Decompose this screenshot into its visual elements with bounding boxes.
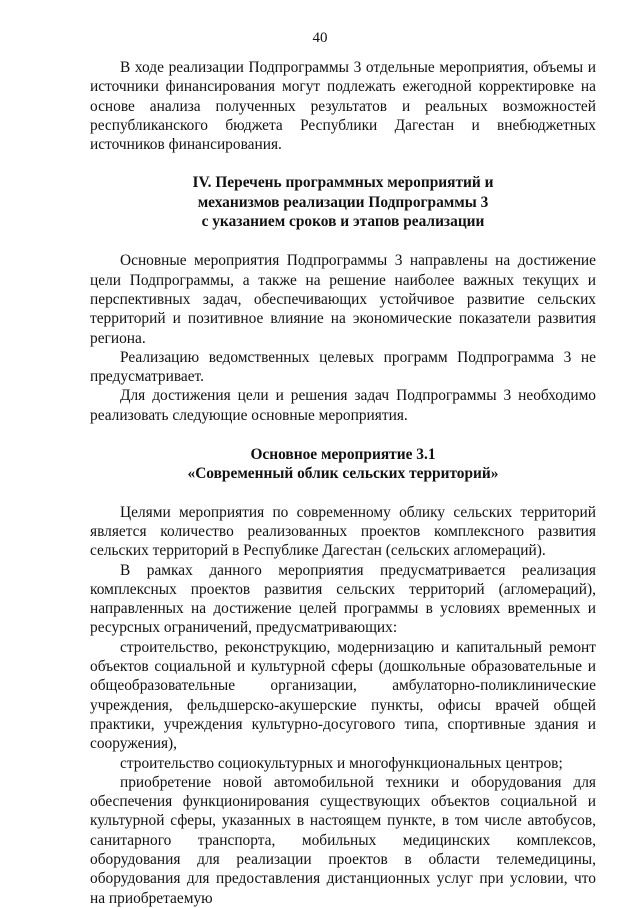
page-number: 40	[312, 30, 328, 46]
paragraph-measure-scope: В рамках данного мероприятия предусматривается реализация комплексных проектов развития сельских территорий (агломераций), направленных на достижение целей программы в условиях временных и ресурсных ограничений, предусматривающих:	[90, 561, 596, 637]
measure-3-1-heading	[90, 445, 596, 484]
paragraph-financing-adjustment: В ходе реализации Подпрограммы 3 отдельные мероприятия, объемы и источники финансирования могут подлежать ежегодной корректировке на основе анализа полученных результатов и реальных возможностей республиканского бюджета Республики Дагестан и внебюджетных источников финансирования.	[90, 59, 596, 154]
list-item-construction: строительство, реконструкцию, модернизацию и капитальный ремонт объектов социальной и культурной сферы (дошкольные образовательные и общеобразовательные организации, амбулаторно-поликлинические учреждения, фельдшерско-акушерские пункты, офисы врачей общей практики, учреждения культурно-досугового типа, спортивные здания и сооружения),	[90, 638, 596, 753]
paragraph-main-measures: Основные мероприятия Подпрограммы 3 направлены на достижение цели Подпрограммы, а также на решение наиболее важных текущих и перспективных задач, обеспечивающих устойчивое развитие сельских территорий и позитивное влияние на экономические показатели развития региона.	[90, 252, 596, 347]
list-item-equipment-purchase: приобретение новой автомобильной техники и оборудования для обеспечения функционирования существующих объектов социальной и культурной сферы, указанных в настоящем пункте, в том числе автобусов, санитарного транспорта, мобильных медицинских комплексов, оборудования для реализации проектов в области телемедицины, оборудования для предоставления дистанционных услуг при условии, что на приобретаемую	[90, 773, 596, 907]
paragraph-measure-goals: Целями мероприятия по современному облику сельских территорий является количество реализованных проектов комплексного развития сельских территорий в Республике Дагестан (сельских агломераций).	[90, 503, 596, 560]
section-iv-heading-line-3: с указанием сроков и этапов реализации	[201, 213, 485, 231]
paragraph-departmental-programs: Реализацию ведомственных целевых программ Подпрограмма 3 не предусматривает.	[90, 348, 596, 386]
list-item-cultural-centers: строительство социокультурных и многофункциональных центров;	[120, 754, 563, 772]
section-iv-heading-line-1: IV. Перечень программных мероприятий и	[192, 174, 494, 192]
measure-3-1-heading-line-2: «Современный облик сельских территорий»	[187, 465, 499, 483]
section-iv-heading-line-2: механизмов реализации Подпрограммы 3	[197, 193, 489, 211]
paragraph-required-measures: Для достижения цели и решения задач Подпрограммы 3 необходимо реализовать следующие основные мероприятия.	[90, 387, 596, 424]
measure-3-1-heading-line-1: Основное мероприятие 3.1	[250, 446, 436, 464]
document-body	[90, 58, 596, 908]
section-iv-heading	[90, 173, 596, 231]
